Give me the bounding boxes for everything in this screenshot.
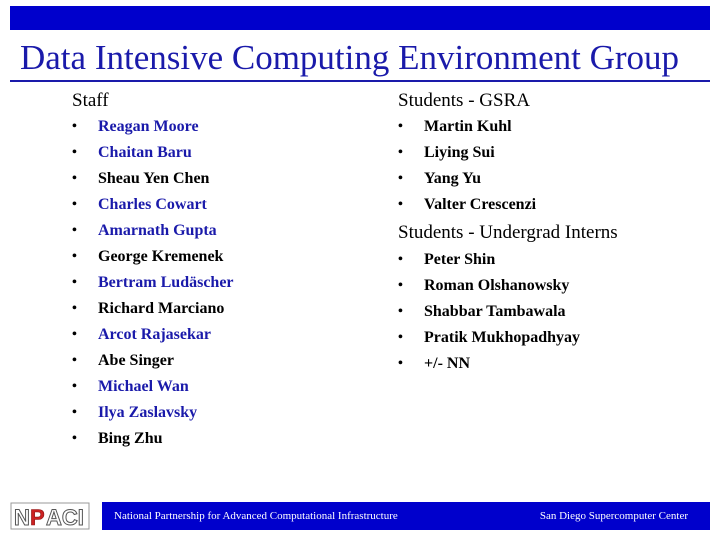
bullet-icon: • [398, 356, 403, 371]
footer-partnership-text: National Partnership for Advanced Computational Infrastructure [114, 510, 398, 522]
staff-member-name: Arcot Rajasekar [98, 326, 212, 343]
staff-member-name: George Kremenek [98, 248, 224, 265]
bullet-icon: • [72, 301, 77, 316]
staff-list-item [72, 296, 372, 322]
staff-list-item [72, 192, 372, 218]
svg-text:N: N [14, 505, 30, 530]
bullet-icon: • [72, 197, 77, 212]
staff-list-item [72, 322, 372, 348]
staff-member-name: Amarnath Gupta [98, 222, 217, 239]
interns-member-name: Shabbar Tambawala [424, 303, 566, 320]
gsra-list-item [398, 192, 698, 218]
gsra-heading: Students - GSRA [398, 90, 530, 111]
footer-center-text: San Diego Supercomputer Center [539, 510, 688, 522]
bullet-icon: • [72, 171, 77, 186]
staff-list-item [72, 270, 372, 296]
staff-member-name: Michael Wan [98, 378, 189, 395]
bullet-icon: • [72, 119, 77, 134]
title-divider [10, 80, 710, 82]
interns-list-item [398, 247, 698, 273]
staff-member-name: Chaitan Baru [98, 144, 192, 161]
bullet-icon: • [72, 275, 77, 290]
bullet-icon: • [72, 353, 77, 368]
bullet-icon: • [398, 197, 403, 212]
bullet-icon: • [398, 145, 403, 160]
staff-list-item [72, 244, 372, 270]
staff-list-item [72, 426, 372, 452]
bullet-icon: • [398, 330, 403, 345]
staff-member-name: Reagan Moore [98, 118, 199, 135]
gsra-list-item [398, 114, 698, 140]
staff-member-name: Charles Cowart [98, 196, 207, 213]
bullet-icon: • [72, 249, 77, 264]
interns-list [398, 247, 698, 377]
gsra-list-item [398, 166, 698, 192]
staff-list-item [72, 374, 372, 400]
staff-list-item [72, 218, 372, 244]
svg-text:ACI: ACI [46, 505, 84, 530]
interns-member-name: Roman Olshanowsky [424, 277, 570, 294]
bullet-icon: • [72, 327, 77, 342]
staff-member-name: Ilya Zaslavsky [98, 404, 198, 421]
bullet-icon: • [398, 304, 403, 319]
interns-list-item [398, 273, 698, 299]
interns-member-name: +/- NN [424, 355, 470, 372]
gsra-member-name: Valter Crescenzi [424, 196, 537, 213]
interns-member-name: Peter Shin [424, 251, 496, 268]
staff-list-item [72, 400, 372, 426]
bullet-icon: • [72, 223, 77, 238]
bullet-icon: • [72, 431, 77, 446]
gsra-member-name: Yang Yu [424, 170, 482, 187]
svg-text:P: P [30, 505, 45, 530]
staff-heading: Staff [72, 90, 109, 111]
staff-list-item [72, 114, 372, 140]
staff-member-name: Richard Marciano [98, 300, 225, 317]
staff-list [72, 114, 372, 452]
top-banner-bar [10, 6, 710, 30]
bullet-icon: • [72, 145, 77, 160]
interns-list-item [398, 351, 698, 377]
staff-member-name: Bing Zhu [98, 430, 163, 447]
staff-list-item [72, 348, 372, 374]
gsra-member-name: Liying Sui [424, 144, 495, 161]
gsra-member-name: Martin Kuhl [424, 118, 512, 135]
slide-title: Data Intensive Computing Environment Group [20, 38, 680, 77]
gsra-list [398, 114, 698, 218]
interns-list-item [398, 325, 698, 351]
gsra-list-item [398, 140, 698, 166]
bullet-icon: • [72, 405, 77, 420]
staff-list-item [72, 140, 372, 166]
staff-member-name: Sheau Yen Chen [98, 170, 210, 187]
bullet-icon: • [398, 278, 403, 293]
staff-member-name: Abe Singer [98, 352, 174, 369]
interns-heading: Students - Undergrad Interns [398, 222, 618, 243]
interns-list-item [398, 299, 698, 325]
staff-member-name: Bertram Ludäscher [98, 274, 234, 291]
npaci-logo [10, 500, 90, 532]
bullet-icon: • [398, 119, 403, 134]
bullet-icon: • [398, 252, 403, 267]
bullet-icon: • [72, 379, 77, 394]
staff-list-item [72, 166, 372, 192]
interns-member-name: Pratik Mukhopadhyay [424, 329, 581, 346]
footer-bar [102, 502, 710, 530]
bullet-icon: • [398, 171, 403, 186]
